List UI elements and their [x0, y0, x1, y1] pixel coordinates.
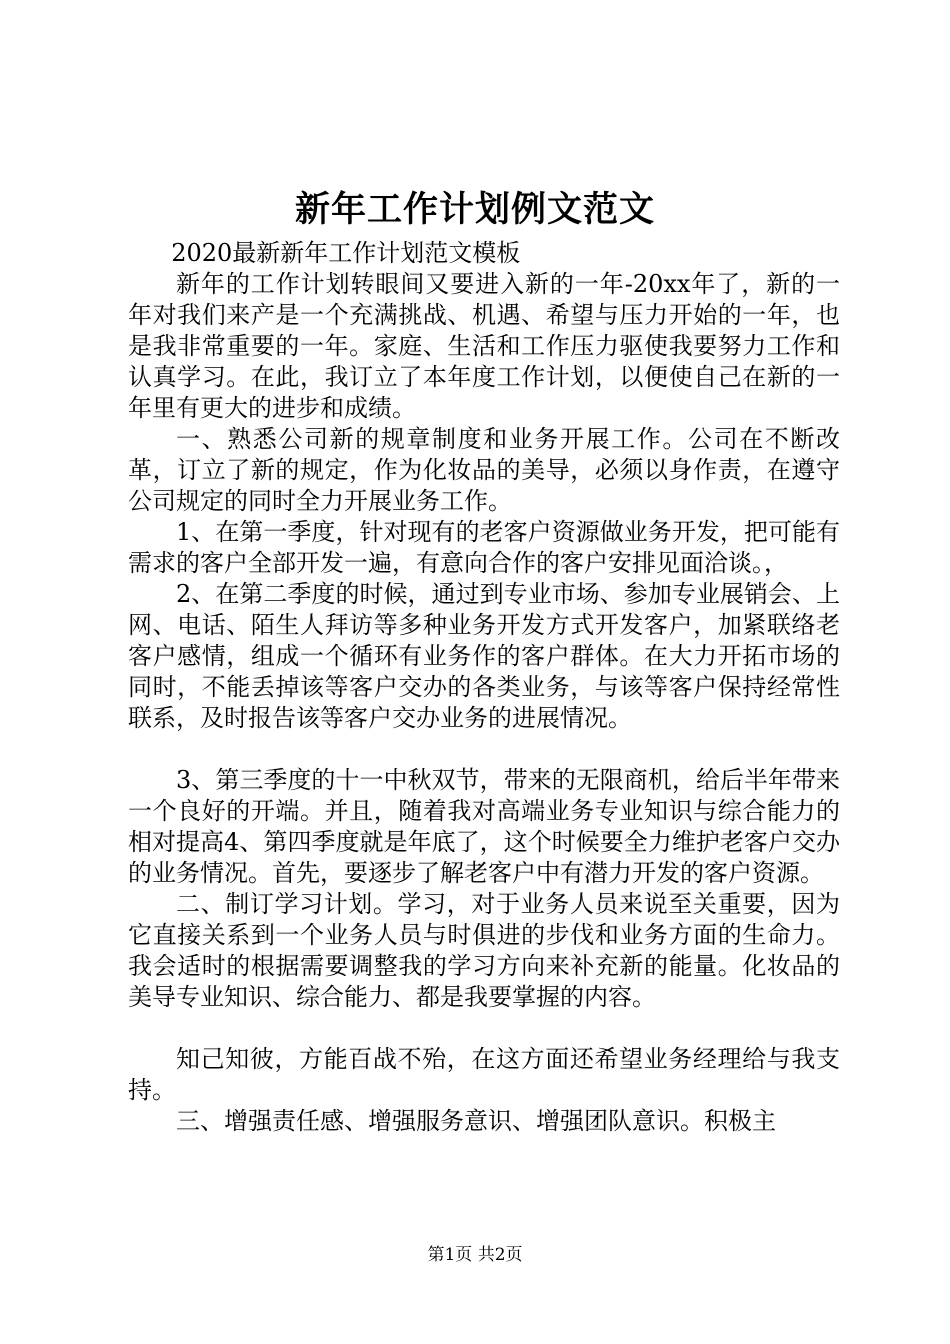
paragraph-section-2: 二、制订学习计划。学习，对于业务人员来说至关重要，因为它直接关系到一个业务人员与时俱进的步伐和业务方面的生命力。我会适时的根据需要调整我的学习方向来补充新的能量。化妆品的美导专业知识、综合能力、都是我要掌握的内容。 — [128, 890, 840, 1011]
paragraph-q1: 1、在第一季度，针对现有的老客户资源做业务开发，把可能有需求的客户全部开发一遍，有意向合作的客户安排见面洽谈。， — [128, 518, 840, 577]
document-subtitle: 2020最新新年工作计划范文模板 — [171, 239, 521, 267]
paragraph-intro: 新年的工作计划转眼间又要进入新的一年-20xx年了，新的一年对我们来产是一个充满挑战、机遇、希望与压力开始的一年，也是我非常重要的一年。家庭、生活和工作压力驱使我要努力工作和认真学习。在此，我订立了本年度工作计划，以便使自己在新的一年里有更大的进步和成绩。 — [128, 270, 840, 422]
paragraph-q2: 2、在第二季度的时候，通过到专业市场、参加专业展销会、上网、电话、陌生人拜访等多种业务开发方式开发客户，加紧联络老客户感情，组成一个循环有业务作的客户群体。在大力开拓市场的同时，不能丢掉该等客户交办的各类业务，与该等客户保持经常性联系，及时报告该等客户交办业务的进展情况。 — [128, 580, 840, 732]
page-footer: 第1页 共2页 — [427, 1245, 523, 1265]
paragraph-section-1: 一、熟悉公司新的规章制度和业务开展工作。公司在不断改革，订立了新的规定，作为化妆品的美导，必须以身作责，在遵守公司规定的同时全力开展业务工作。 — [128, 425, 840, 515]
paragraph-know-yourself: 知己知彼，方能百战不殆，在这方面还希望业务经理给与我支持。 — [128, 1045, 840, 1104]
document-body — [128, 238, 840, 1137]
document-title: 新年工作计划例文范文 — [294, 189, 655, 230]
paragraph-q3-q4: 3、第三季度的十一中秋双节，带来的无限商机，给后半年带来一个良好的开端。并且，随着我对高端业务专业知识与综合能力的相对提高4、第四季度就是年底了，这个时候要全力维护老客户交办的业务情况。首先，要逐步了解老客户中有潜力开发的客户资源。 — [128, 766, 840, 887]
paragraph-section-3: 三、增强责任感、增强服务意识、增强团队意识。积极主 — [176, 1107, 776, 1135]
